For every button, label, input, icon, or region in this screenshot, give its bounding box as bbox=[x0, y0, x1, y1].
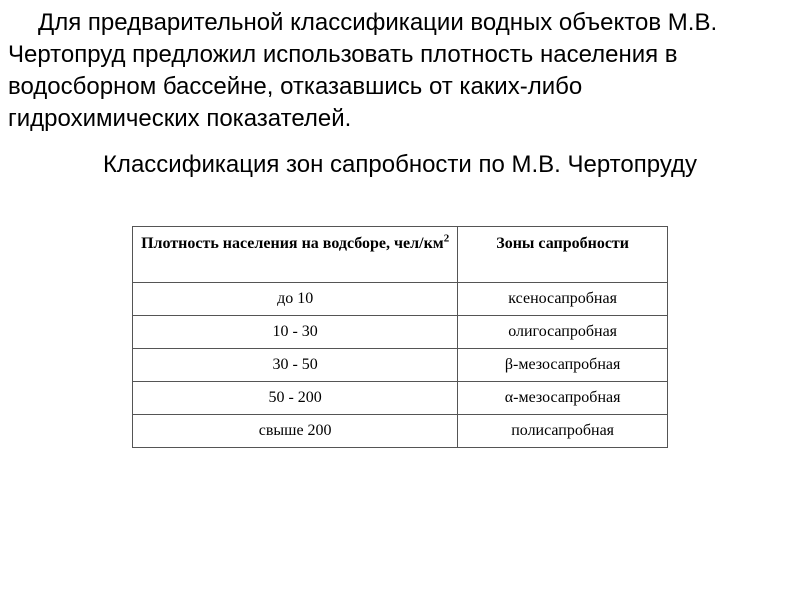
header-density-superscript: 2 bbox=[443, 232, 450, 245]
table-row bbox=[133, 382, 668, 415]
density-cell: до 10 bbox=[133, 283, 458, 316]
table-title: Классификация зон сапробности по М.В. Чертопруду bbox=[102, 151, 698, 178]
header-density-label: Плотность населения на водсборе, чел/км bbox=[141, 235, 444, 252]
zone-cell: полисапробная bbox=[458, 415, 668, 448]
table-row bbox=[133, 349, 668, 382]
intro-paragraph: Для предварительной классификации водных объектов М.В. Чертопруд предложил использовать плотность населения в водосборном бассейне, отказавшись от каких-либо гидрохимических показателей. bbox=[8, 9, 718, 132]
zone-cell: α-мезосапробная bbox=[458, 382, 668, 415]
zone-cell: олигосапробная bbox=[458, 316, 668, 349]
header-density bbox=[133, 227, 458, 283]
density-cell: 30 - 50 bbox=[133, 349, 458, 382]
table-row bbox=[133, 283, 668, 316]
table-header-row bbox=[133, 227, 668, 283]
density-cell: 10 - 30 bbox=[133, 316, 458, 349]
zone-cell: β-мезосапробная bbox=[458, 349, 668, 382]
density-cell: 50 - 200 bbox=[133, 382, 458, 415]
table-row bbox=[133, 415, 668, 448]
table-row bbox=[133, 316, 668, 349]
density-cell: свыше 200 bbox=[133, 415, 458, 448]
saprobity-table bbox=[132, 226, 668, 448]
header-zone: Зоны сапробности bbox=[458, 227, 668, 283]
zone-cell: ксеносапробная bbox=[458, 283, 668, 316]
